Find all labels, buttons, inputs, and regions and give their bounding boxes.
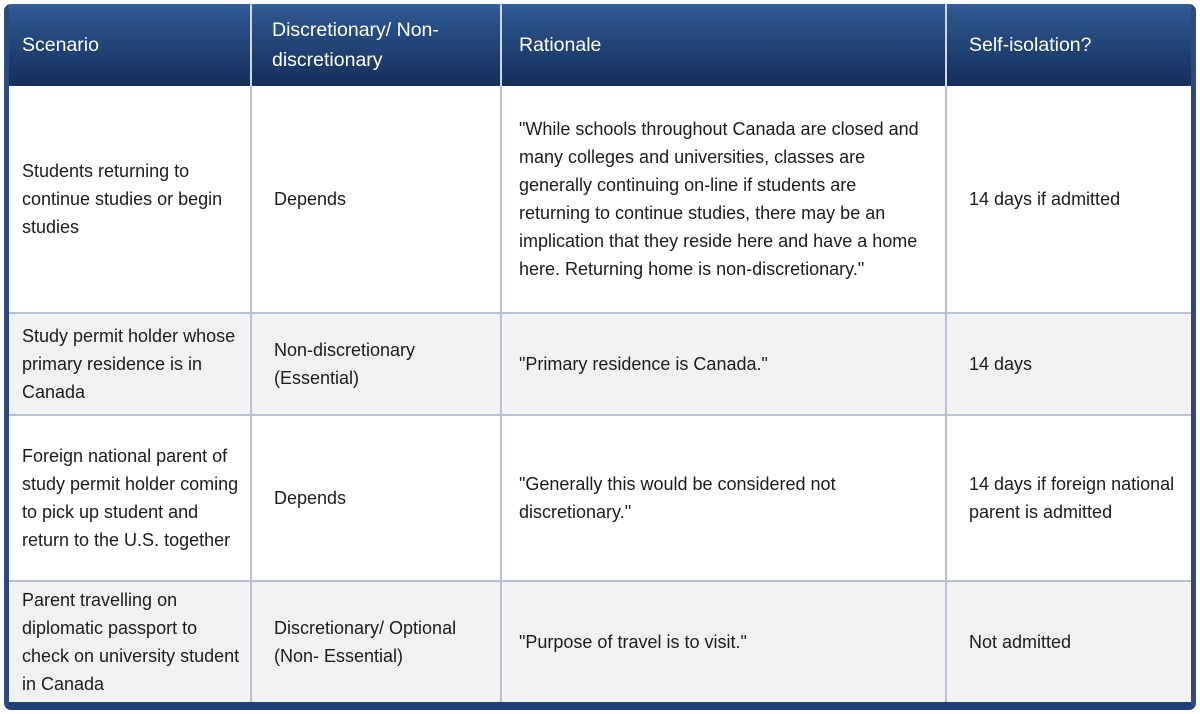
cell-row2-scenario: Study permit holder whose primary residence is in Canada bbox=[9, 312, 252, 414]
header-cell-self-isolation: Self-isolation? bbox=[947, 4, 1191, 86]
cell-row3-self-isolation: 14 days if foreign national parent is admitted bbox=[947, 414, 1191, 580]
cell-row4-rationale: "Purpose of travel is to visit." bbox=[502, 580, 947, 702]
cell-row2-rationale: "Primary residence is Canada." bbox=[502, 312, 947, 414]
cell-row4-self-isolation: Not admitted bbox=[947, 580, 1191, 702]
cell-row4-scenario: Parent travelling on diplomatic passport to check on university student in Canada bbox=[9, 580, 252, 702]
header-cell-scenario: Scenario bbox=[9, 4, 252, 86]
cell-row2-self-isolation: 14 days bbox=[947, 312, 1191, 414]
cell-row1-self-isolation: 14 days if admitted bbox=[947, 86, 1191, 312]
cell-row3-discretionary: Depends bbox=[252, 414, 502, 580]
cell-row2-discretionary: Non-discretionary (Essential) bbox=[252, 312, 502, 414]
cell-row1-discretionary: Depends bbox=[252, 86, 502, 312]
travel-scenarios-table bbox=[4, 4, 1196, 710]
header-cell-rationale: Rationale bbox=[502, 4, 947, 86]
cell-row1-rationale: "While schools throughout Canada are closed and many colleges and universities, classes are generally continuing on-line if students are returning to continue studies, there may be an implication that they reside here and have a home here. Returning home is non-discretionary." bbox=[502, 86, 947, 312]
cell-row3-rationale: "Generally this would be considered not discretionary." bbox=[502, 414, 947, 580]
cell-row4-discretionary: Discretionary/ Optional (Non- Essential) bbox=[252, 580, 502, 702]
cell-row1-scenario: Students returning to continue studies or begin studies bbox=[9, 86, 252, 312]
cell-row3-scenario: Foreign national parent of study permit holder coming to pick up student and return to the U.S. together bbox=[9, 414, 252, 580]
header-cell-discretionary: Discretionary/ Non-discretionary bbox=[252, 4, 502, 86]
